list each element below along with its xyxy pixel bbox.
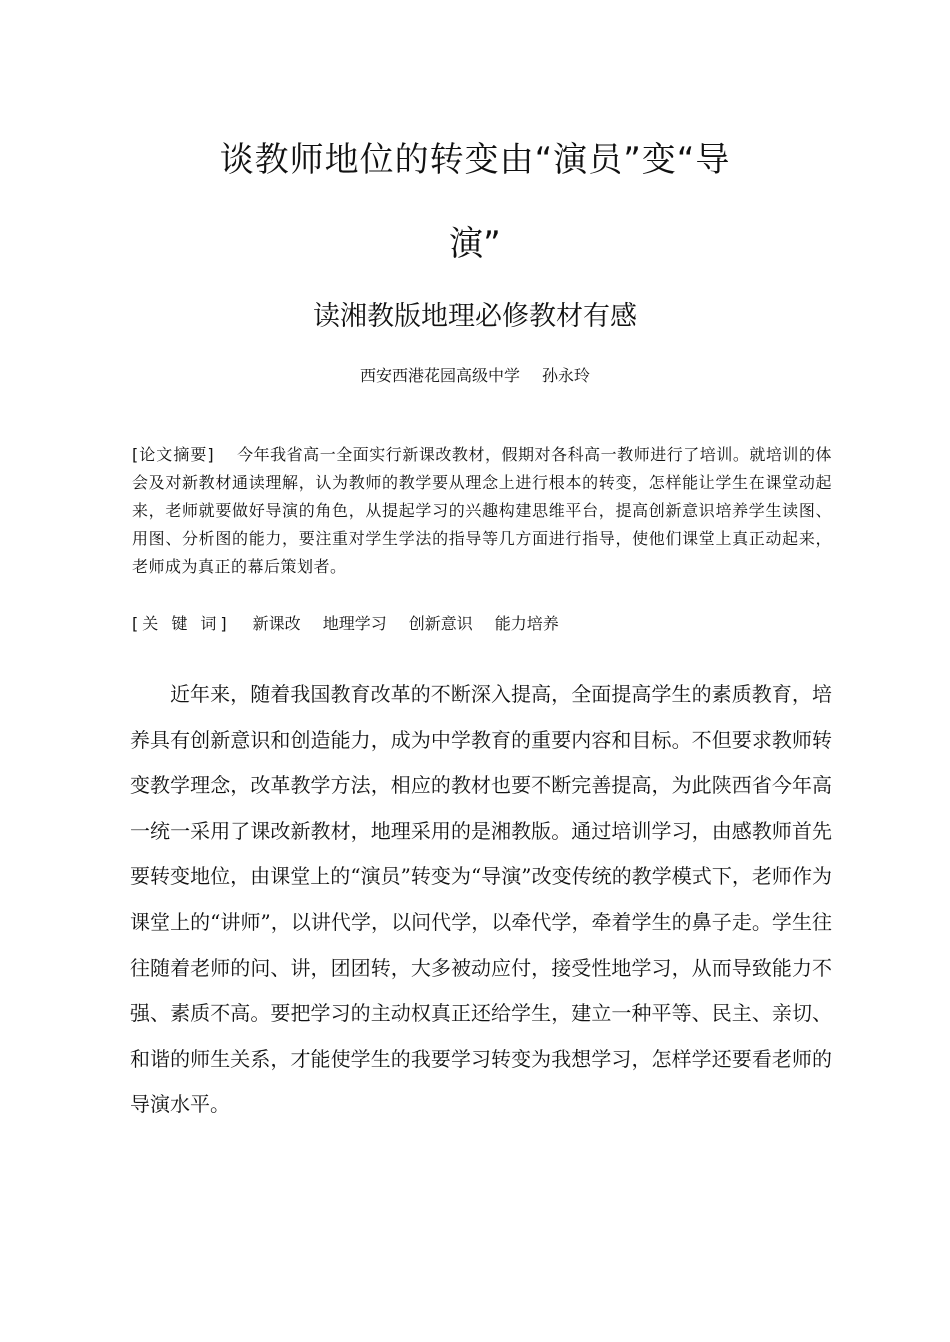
title-line-1: 谈教师地位的转变由“演员”变“导	[219, 140, 731, 180]
author-name: 孙永玲	[542, 366, 591, 385]
abstract-label: [论文摘要]	[132, 445, 215, 464]
keyword-item: 地理学习	[322, 614, 387, 633]
body-paragraph: 近年来，随着我国教育改革的不断深入提高，全面提高学生的素质教育，培养具有创新意识和创造能力，成为中学教育的重要内容和目标。不但要求教师转变教学理念，改革教学方法，相应的教材也要不断完善提高，为此陕西省今年高一统一采用了课改新教材，地理采用的是湘教版。通过培训学习，由感教师首先要转变地位，由课堂上的“演员”转变为“导演”改变传统的教学模式下，老师作为课堂上的“讲师”，以讲代学，以问代学，以牵代学，牵着学生的鼻子走。学生往往随着老师的问、讲，团团转，大多被动应付，接受性地学习，从而导致能力不强、素质不高。要把学习的主动权真正还给学生，建立一种平等、民主、亲切、和谐的师生关系，才能使学生的我要学习转变为我想学习，怎样学还要看老师的导演水平。	[130, 682, 832, 1117]
title-line-2: 演”	[449, 224, 501, 264]
subtitle: 读湘教版地理必修教材有感	[313, 301, 637, 332]
abstract	[132, 441, 832, 581]
author-line	[0, 364, 950, 388]
keyword-item: 创新意识	[408, 614, 473, 633]
keyword-item: 能力培养	[494, 614, 559, 633]
keyword-item: 新课改	[252, 614, 301, 633]
abstract-text: 今年我省高一全面实行新课改教材，假期对各科高一教师进行了培训。就培训的体会及对新教材通读理解，认为教师的教学要从理念上进行根本的转变，怎样能让学生在课堂动起来，老师就要做好导演的角色，从提起学习的兴趣构建思维平台，提高创新意识培养学生读图、用图、分析图的能力，要注重对学生学法的指导等几方面进行指导，使他们课堂上真正动起来，老师成为真正的幕后策划者。	[132, 445, 832, 576]
keywords	[132, 610, 832, 638]
author-school: 西安西港花园高级中学	[359, 366, 520, 385]
keywords-label: [关 键 词]	[132, 614, 231, 633]
